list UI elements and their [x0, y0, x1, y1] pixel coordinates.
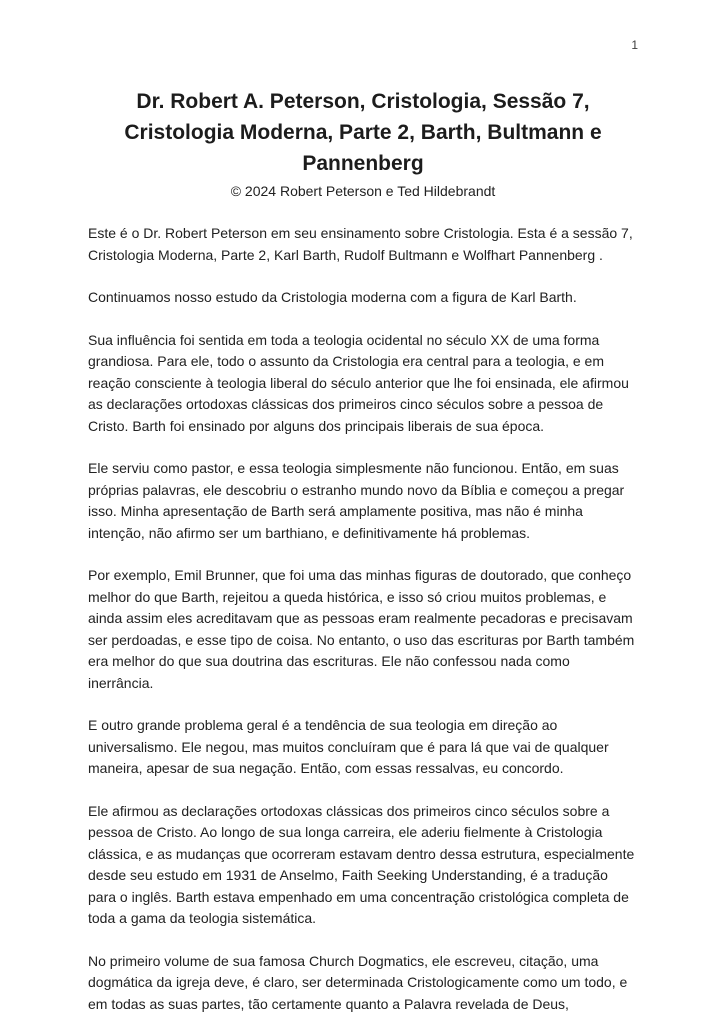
copyright-line: © 2024 Robert Peterson e Ted Hildebrandt: [230, 183, 496, 199]
page-number: 1: [631, 38, 638, 52]
paragraph-5: Por exemplo, Emil Brunner, que foi uma das minhas figuras de doutorado, que conheço melhor do que Barth, rejeitou a queda histórica, e isso só criou muitos problemas, e ainda assim eles acreditavam que as pessoas eram realmente pecadoras e precisavam ser perdoadas, e esse tipo de coisa. No entanto, o uso das escrituras por Barth também era melhor do que sua doutrina das escrituras. Ele não confessou nada como inerrância.: [88, 567, 635, 691]
paragraph-1: Este é o Dr. Robert Peterson em seu ensinamento sobre Cristologia. Esta é a sessão 7, Cristologia Moderna, Parte 2, Karl Barth, Rudolf Bultmann e Wolfhart Pannenberg .: [88, 225, 633, 263]
document-title: [88, 86, 638, 179]
title-line-2: Cristologia Moderna, Parte 2, Barth, Bultmann e: [124, 121, 602, 144]
paragraph-3: Sua influência foi sentida em toda a teologia ocidental no século XX de uma forma grandiosa. Para ele, todo o assunto da Cristologia era central para a teologia, e em reação consciente à teologia liberal do século anterior que lhe foi ensinada, ele afirmou as declarações ortodoxas clássicas dos primeiros cinco séculos sobre a pessoa de Cristo. Barth foi ensinado por alguns dos principais liberais de sua época.: [88, 331, 629, 434]
document-body: [88, 223, 638, 1015]
title-line-1: Dr. Robert A. Peterson, Cristologia, Sessão 7,: [136, 90, 590, 113]
title-line-3: Pannenberg: [302, 152, 424, 175]
paragraph-8: No primeiro volume de sua famosa Church Dogmatics, ele escreveu, citação, uma dogmática da igreja deve, é claro, ser determinada Cristologicamente como um todo, e em todas as suas partes, tão certamente quanto a Palavra revelada de Deus,: [88, 952, 628, 1012]
paragraph-7: Ele afirmou as declarações ortodoxas clássicas dos primeiros cinco séculos sobre a pessoa de Cristo. Ao longo de sua longa carreira, ele aderiu fielmente à Cristologia clássica, e as mudanças que ocorreram estavam dentro dessa estrutura, especialmente desde seu estudo em 1931 de Anselmo, Faith Seeking Understanding, é a tradução para o inglês. Barth estava empenhado em uma concentração cristológica completa de toda a gama da teologia sistemática.: [88, 802, 635, 926]
paragraph-4: Ele serviu como pastor, e essa teologia simplesmente não funcionou. Então, em suas próprias palavras, ele descobriu o estranho mundo novo da Bíblia e começou a pregar isso. Minha apresentação de Barth será amplamente positiva, mas não é minha intenção, não afirmo ser um barthiano, e definitivamente há problemas.: [88, 460, 625, 541]
paragraph-2: Continuamos nosso estudo da Cristologia moderna com a figura de Karl Barth.: [88, 289, 577, 305]
paragraph-6: E outro grande problema geral é a tendência de sua teologia em direção ao universalismo. Ele negou, mas muitos concluíram que é para lá que vai de qualquer maneira, apesar de sua negação. Então, com essas ressalvas, eu concordo.: [88, 717, 609, 776]
